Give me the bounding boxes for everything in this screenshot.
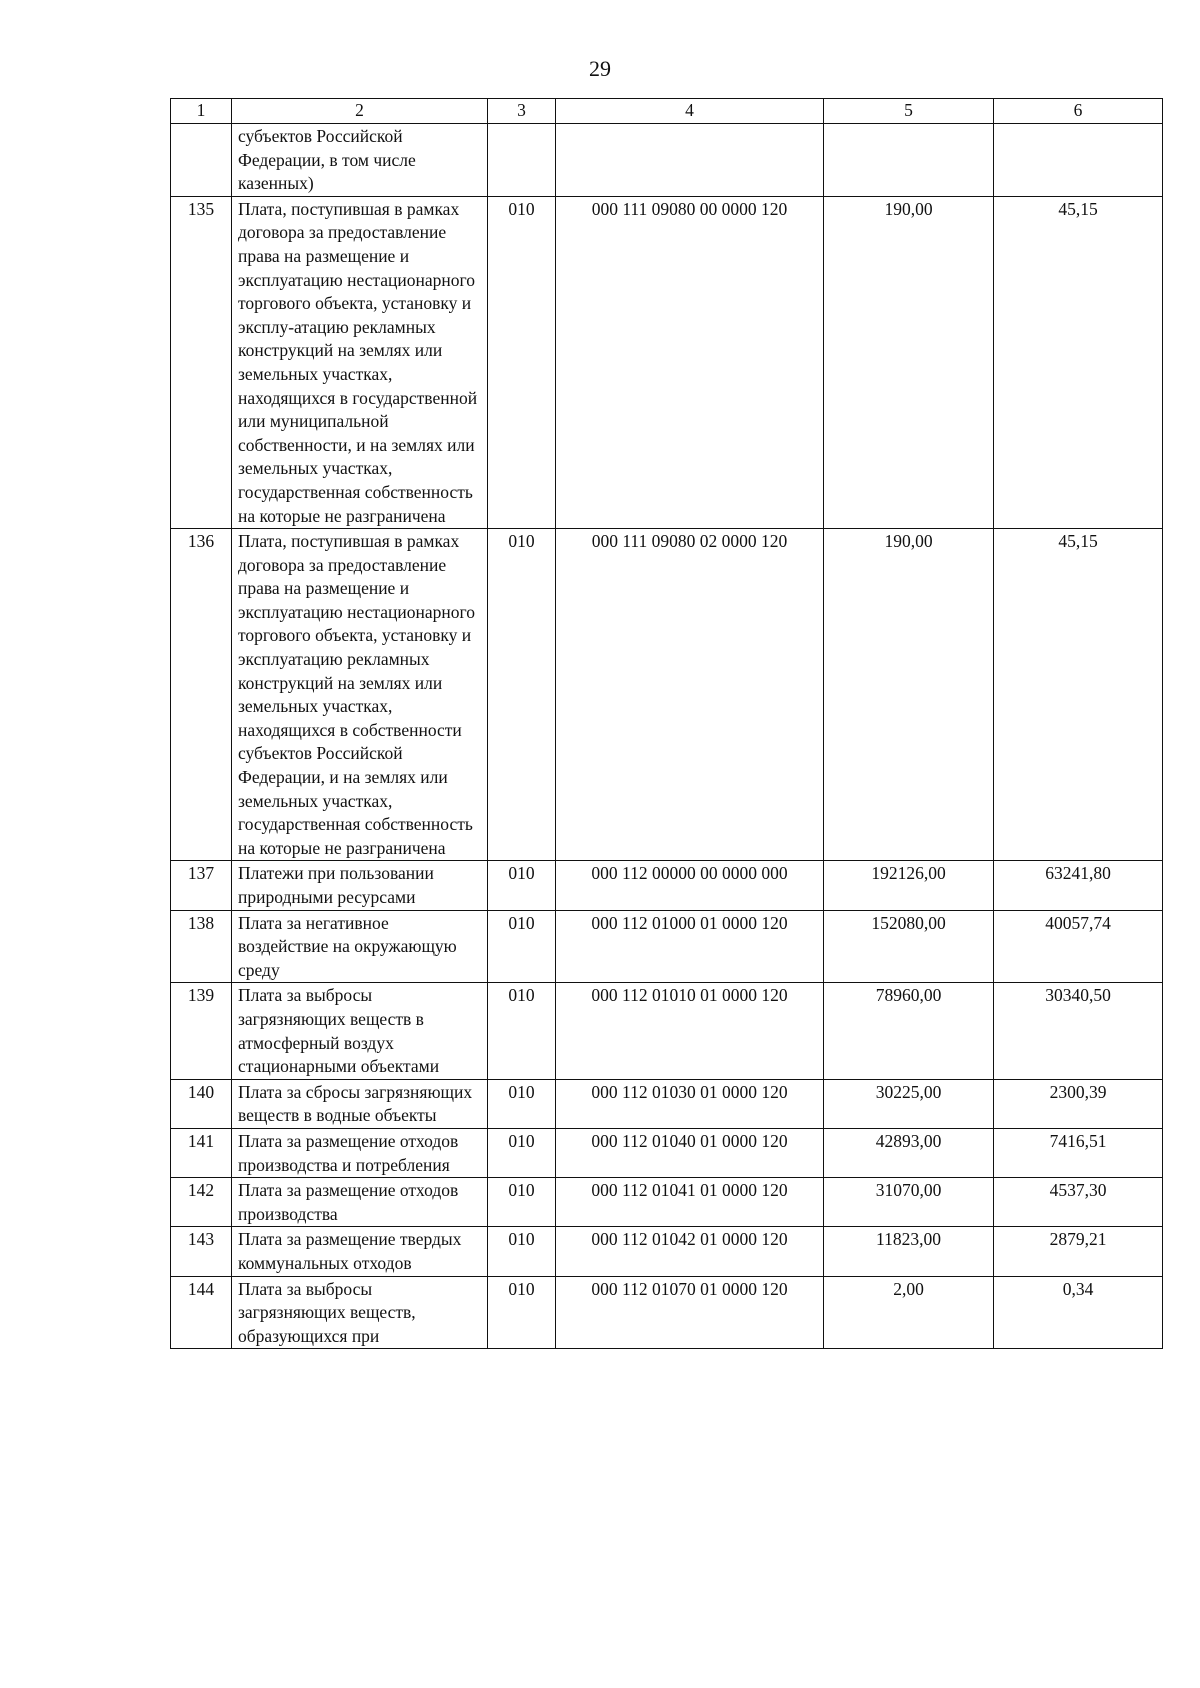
row-fact: 45,15 (994, 196, 1163, 528)
header-cell-5: 5 (824, 99, 994, 124)
row-kbk: 000 112 01010 01 0000 120 (556, 983, 824, 1079)
row-kbk: 000 111 09080 02 0000 120 (556, 529, 824, 861)
row-name: Плата, поступившая в рамках договора за предоставление права на размещение и эксплуатацию нестационарного торгового объекта, установку и эксплуатацию рекламных конструкций на землях или земельных участках, находящихся в собственности субъектов Российской Федерации, и на землях или земельных участках, государственная собственность на которые не разграничена (232, 529, 488, 861)
row-code: 010 (488, 529, 556, 861)
row-fact: 4537,30 (994, 1178, 1163, 1227)
row-plan: 192126,00 (824, 861, 994, 910)
header-cell-1: 1 (171, 99, 232, 124)
row-name: Плата за размещение отходов производства и потребления (232, 1128, 488, 1177)
header-cell-2: 2 (232, 99, 488, 124)
row-number: 142 (171, 1178, 232, 1227)
row-number: 136 (171, 529, 232, 861)
row-number: 140 (171, 1079, 232, 1128)
header-cell-3: 3 (488, 99, 556, 124)
row-number: 135 (171, 196, 232, 528)
row-plan: 31070,00 (824, 1178, 994, 1227)
row-name: Плата за сбросы загрязняющих веществ в водные объекты (232, 1079, 488, 1128)
row-number: 139 (171, 983, 232, 1079)
row-number: 138 (171, 910, 232, 983)
row-fact: 63241,80 (994, 861, 1163, 910)
row-kbk: 000 112 00000 00 0000 000 (556, 861, 824, 910)
row-kbk: 000 112 01040 01 0000 120 (556, 1128, 824, 1177)
row-name: Плата за размещение твердых коммунальных отходов (232, 1227, 488, 1276)
row-fact: 2300,39 (994, 1079, 1163, 1128)
row-name: Плата, поступившая в рамках договора за предоставление права на размещение и эксплуатацию нестационарного торгового объекта, установку и эксплу-атацию рекламных конструкций на землях или земельных участках, находящихся в государственной или муниципальной собственности, и на землях или земельных участках, государственная собственность на которые не разграничена (232, 196, 488, 528)
row-code: 010 (488, 196, 556, 528)
row-plan (824, 124, 994, 197)
table-row (171, 1079, 1163, 1128)
row-number: 143 (171, 1227, 232, 1276)
row-fact: 0,34 (994, 1276, 1163, 1349)
row-kbk (556, 124, 824, 197)
row-plan: 78960,00 (824, 983, 994, 1079)
table-row (171, 1128, 1163, 1177)
row-plan: 42893,00 (824, 1128, 994, 1177)
row-kbk: 000 112 01070 01 0000 120 (556, 1276, 824, 1349)
row-number: 141 (171, 1128, 232, 1177)
row-fact: 40057,74 (994, 910, 1163, 983)
header-cell-4: 4 (556, 99, 824, 124)
row-plan: 2,00 (824, 1276, 994, 1349)
header-cell-6: 6 (994, 99, 1163, 124)
row-code: 010 (488, 1079, 556, 1128)
row-number: 144 (171, 1276, 232, 1349)
row-kbk: 000 112 01030 01 0000 120 (556, 1079, 824, 1128)
row-code: 010 (488, 861, 556, 910)
row-fact: 30340,50 (994, 983, 1163, 1079)
row-name: Плата за размещение отходов производства (232, 1178, 488, 1227)
table-row (171, 196, 1163, 528)
table-header-row (171, 99, 1163, 124)
table-row (171, 1227, 1163, 1276)
row-code: 010 (488, 1128, 556, 1177)
row-kbk: 000 111 09080 00 0000 120 (556, 196, 824, 528)
table-row (171, 861, 1163, 910)
row-name: Платежи при пользовании природными ресурсами (232, 861, 488, 910)
page-number: 29 (589, 56, 611, 81)
row-code: 010 (488, 910, 556, 983)
table-row (171, 529, 1163, 861)
row-kbk: 000 112 01042 01 0000 120 (556, 1227, 824, 1276)
row-code: 010 (488, 1227, 556, 1276)
table-row (171, 1178, 1163, 1227)
row-name: Плата за выбросы загрязняющих веществ в атмосферный воздух стационарными объектами (232, 983, 488, 1079)
row-fact (994, 124, 1163, 197)
row-number (171, 124, 232, 197)
table-body (171, 99, 1163, 1349)
row-number: 137 (171, 861, 232, 910)
table-row (171, 1276, 1163, 1349)
revenue-table (170, 98, 1163, 1349)
row-plan: 152080,00 (824, 910, 994, 983)
row-code: 010 (488, 1276, 556, 1349)
row-kbk: 000 112 01000 01 0000 120 (556, 910, 824, 983)
row-name: Плата за негативное воздействие на окружающую среду (232, 910, 488, 983)
row-fact: 7416,51 (994, 1128, 1163, 1177)
row-plan: 190,00 (824, 196, 994, 528)
row-code (488, 124, 556, 197)
table-row (171, 910, 1163, 983)
row-name: субъектов Российской Федерации, в том числе казенных) (232, 124, 488, 197)
row-code: 010 (488, 1178, 556, 1227)
row-plan: 30225,00 (824, 1079, 994, 1128)
row-kbk: 000 112 01041 01 0000 120 (556, 1178, 824, 1227)
table-row (171, 983, 1163, 1079)
row-fact: 45,15 (994, 529, 1163, 861)
table-row (171, 124, 1163, 197)
row-plan: 190,00 (824, 529, 994, 861)
row-code: 010 (488, 983, 556, 1079)
row-name: Плата за выбросы загрязняющих веществ, образующихся при (232, 1276, 488, 1349)
row-plan: 11823,00 (824, 1227, 994, 1276)
row-fact: 2879,21 (994, 1227, 1163, 1276)
